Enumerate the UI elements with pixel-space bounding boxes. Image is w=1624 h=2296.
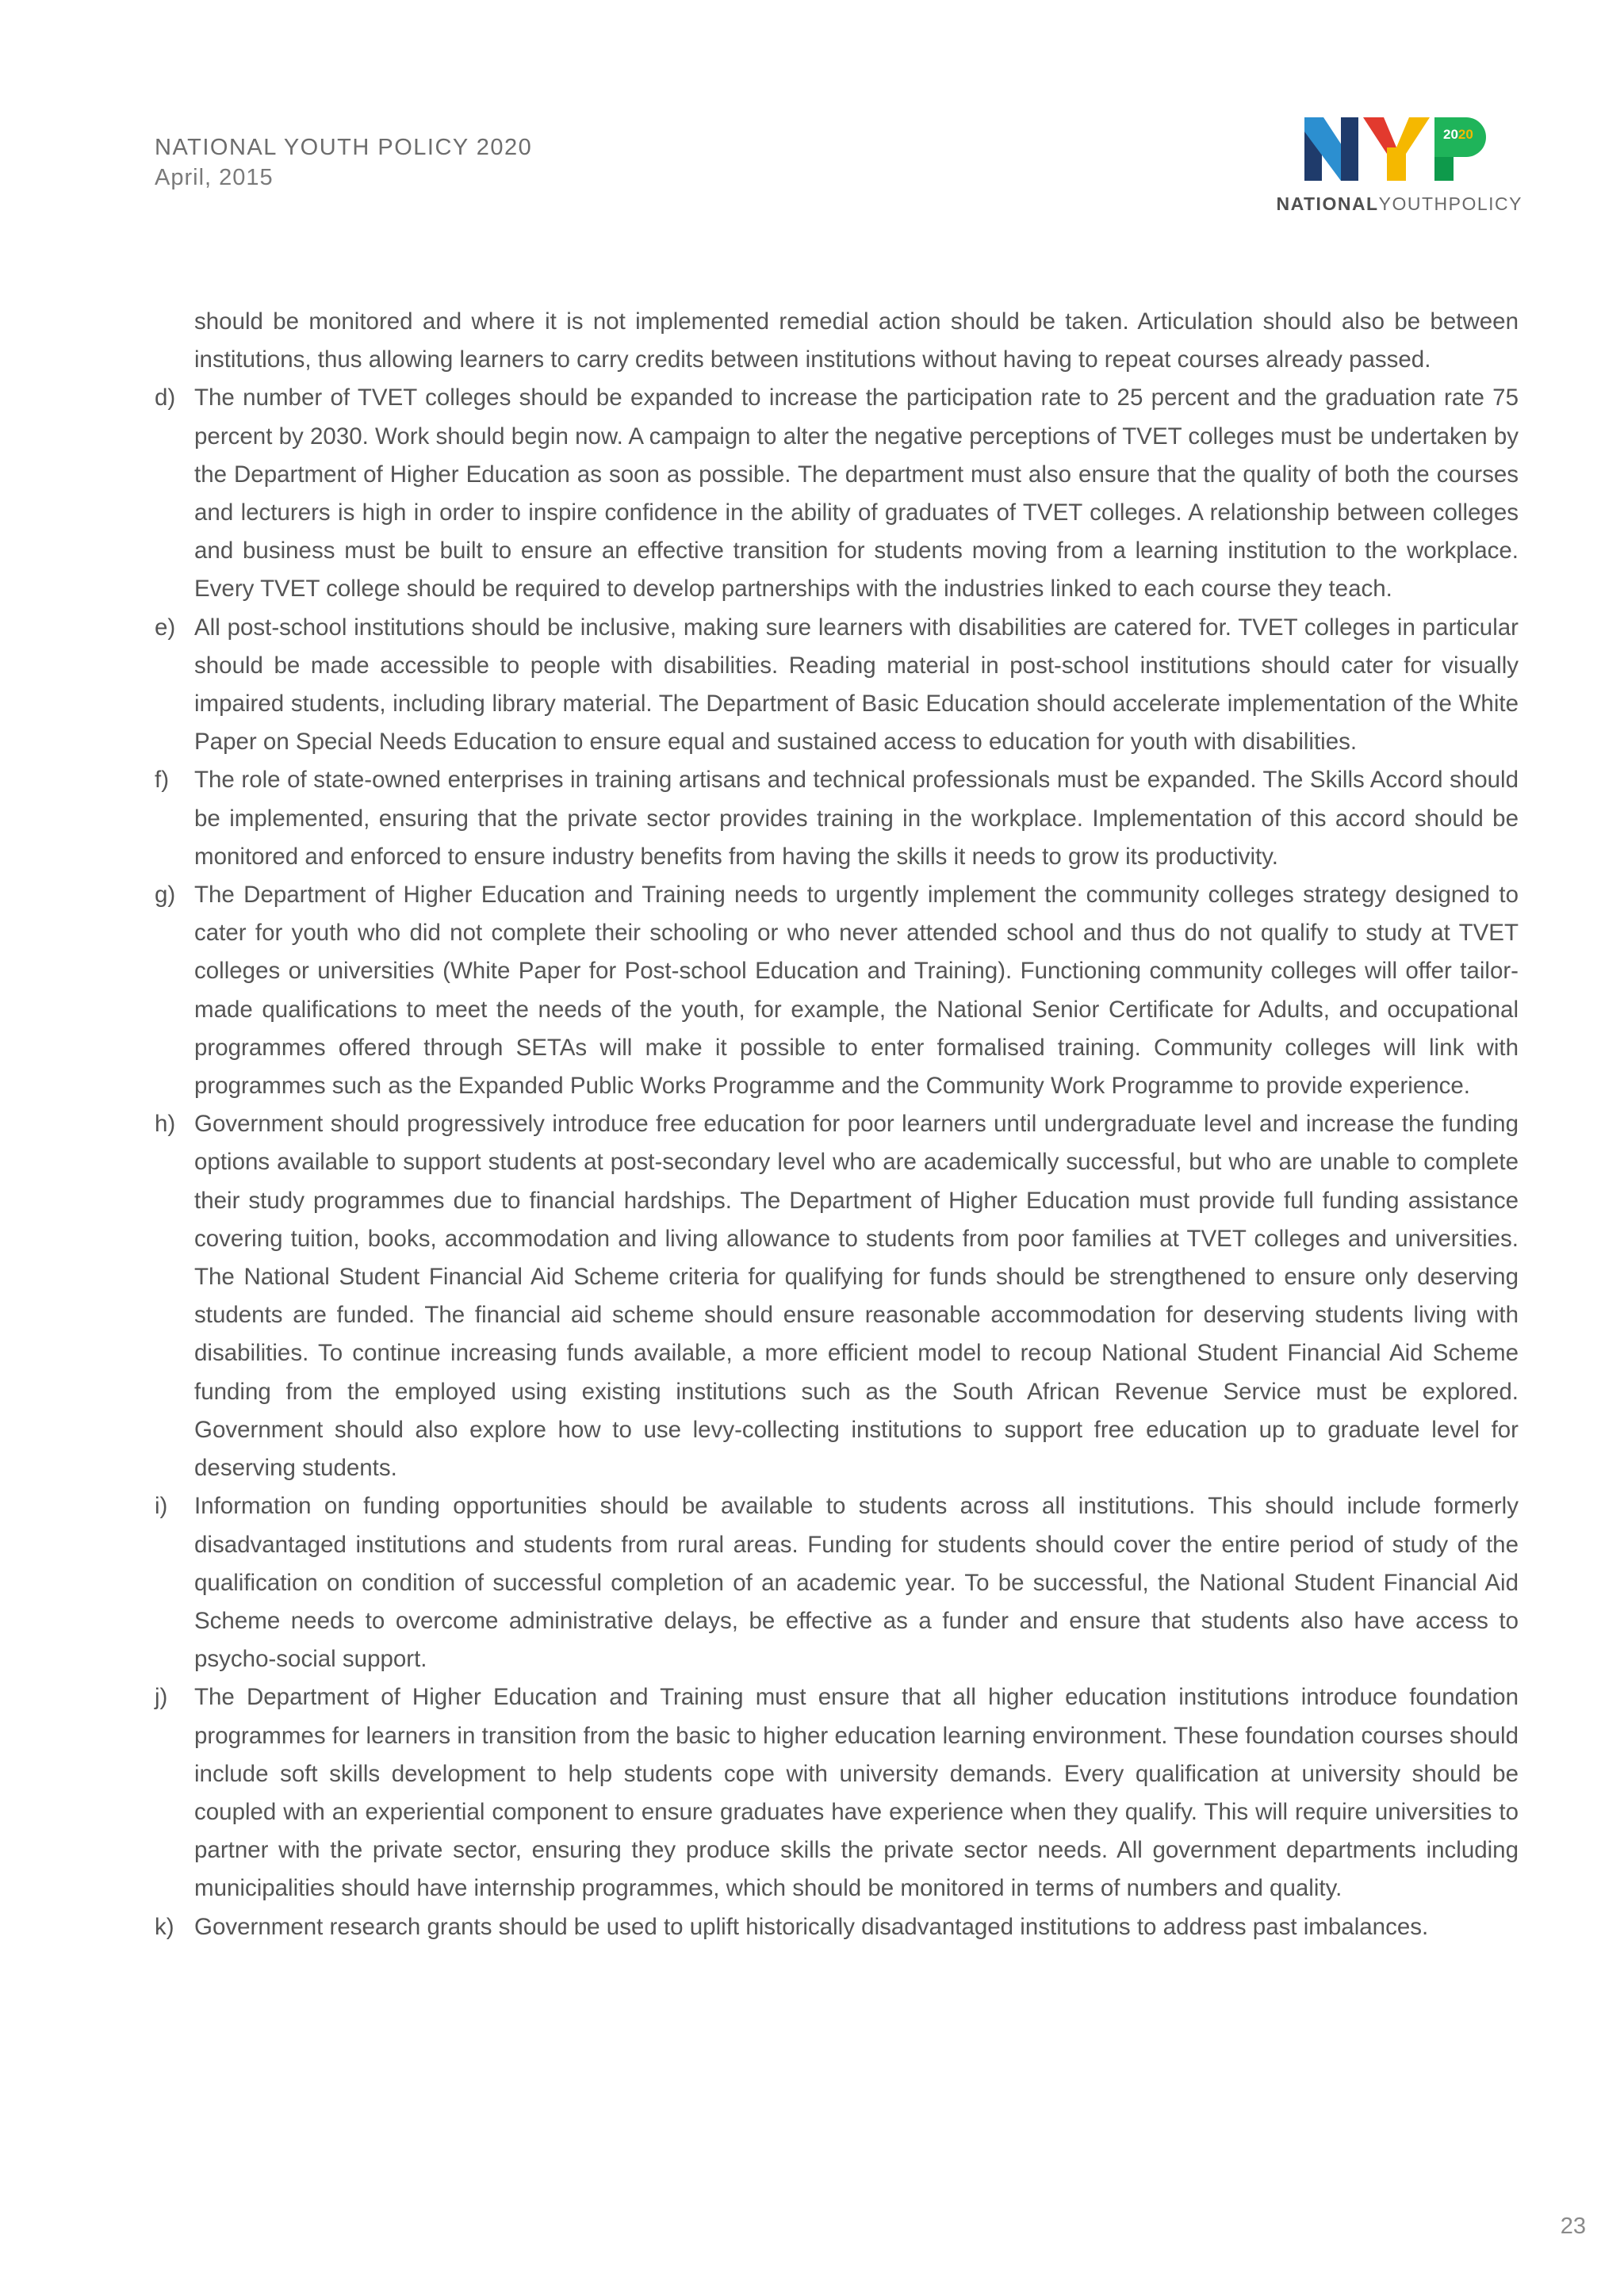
list-item: [155, 761, 1519, 876]
list-item: [155, 876, 1519, 1105]
list-item-label: i): [155, 1493, 168, 1520]
list-item-label: j): [155, 1684, 168, 1711]
list-item: [155, 303, 1519, 379]
logo-y-stem: [1387, 147, 1406, 181]
list-item: [155, 1105, 1519, 1487]
logo-caption-national: NATIONAL: [1276, 193, 1379, 214]
logo-letter-n: [1304, 117, 1358, 181]
logo-caption: [1269, 193, 1522, 215]
list-item-text: All post-school institutions should be inclusive, making sure learners with disabilities are catered for. TVET colleges in particular should be made accessible to people with disabilities. Reading material in post-school institutions should cater for visually impaired students, including library material. The Department of Basic Education should accelerate implementation of the White Paper on Special Needs Education to ensure equal and sustained access to education for youth with disabilities.: [194, 614, 1519, 756]
list-item: [155, 1908, 1519, 1946]
list-item-text: The role of state-owned enterprises in training artisans and technical professionals must be expanded. The Skills Accord should be implemented, ensuring that the private sector provides training in the workplace. Implementation of this accord should be monitored and enforced to ensure industry benefits from having the skills it needs to grow its productivity.: [194, 767, 1519, 870]
logo-year-part1: 20: [1443, 127, 1458, 142]
logo-n-right-bar: [1341, 117, 1358, 181]
list-item: [155, 609, 1519, 762]
document-date: April, 2015: [155, 165, 274, 190]
list-item-text: Information on funding opportunities should be available to students across all institutions. This should include formerly disadvantaged institutions and students from rural areas. Funding for students should cover the entire period of study of the qualification on condition of successful completion of an academic year. To be successful, the National Student Financial Aid Scheme needs to overcome administrative delays, be effective as a funder and ensure that students also have access to psycho-social support.: [194, 1493, 1519, 1673]
list-item: [155, 379, 1519, 608]
list-item-text: Government research grants should be used to uplift historically disadvantaged institutions to address past imbalances.: [194, 1913, 1429, 1940]
document-title: NATIONAL YOUTH POLICY 2020: [155, 135, 533, 160]
list-item-text: The Department of Higher Education and Training must ensure that all higher education institutions introduce foundation programmes for learners in transition from the basic to higher education learning environment. These foundation courses should include soft skills development to help students cope with university demands. Every qualification at university should be coupled with an experiential component to ensure graduates have experience when they qualify. This will require universities to partner with the private sector, ensuring they produce skills the private sector needs. All government departments including municipalities should have internship programmes, which should be monitored in terms of numbers and quality.: [194, 1684, 1519, 1902]
list-item: [155, 1487, 1519, 1678]
list-item-label: f): [155, 767, 170, 794]
logo-caption-policy: POLICY: [1448, 193, 1522, 214]
body-text: [155, 303, 1519, 1946]
nyp-logo: [1304, 113, 1488, 184]
logo-year-label: [1443, 127, 1473, 143]
list-item: [155, 1678, 1519, 1908]
list-item-label: g): [155, 882, 176, 909]
list-item-label: h): [155, 1111, 176, 1138]
list-item-label: d): [155, 385, 176, 411]
list-item-label: e): [155, 614, 176, 641]
list-item-label: k): [155, 1913, 174, 1940]
logo-caption-youth: YOUTH: [1378, 193, 1449, 214]
list-item-text: The number of TVET colleges should be expanded to increase the participation rate to 25 percent and the graduation rate 75 percent by 2030. Work should begin now. A campaign to alter the negative perceptions of TVET colleges must be undertaken by the Department of Higher Education as soon as possible. The department must also ensure that the quality of both the courses and lecturers is high in order to inspire confidence in the ability of graduates of TVET colleges. A relationship between colleges and business must be built to ensure an effective transition for students moving from a learning institution to the workplace. Every TVET college should be required to develop partnerships with the industries linked to each course they teach.: [194, 385, 1519, 603]
list-item-text: should be monitored and where it is not implemented remedial action should be taken. Articulation should also be between institutions, thus allowing learners to carry credits between institutions without having to repeat courses already passed.: [194, 308, 1519, 373]
logo-year-part2: 20: [1457, 127, 1473, 142]
list-item-text: The Department of Higher Education and Training needs to urgently implement the community colleges strategy designed to cater for youth who did not complete their schooling or who never attended school and thus do not qualify to study at TVET colleges or universities (White Paper for Post-school Education and Training). Functioning community colleges will offer tailor-made qualifications to meet the needs of the youth, for example, the National Senior Certificate for Adults, and occupational programmes offered through SETAs will make it possible to enter formalised training. Community colleges will link with programmes such as the Expanded Public Works Programme and the Community Work Programme to provide experience.: [194, 882, 1519, 1100]
list-item-text: Government should progressively introduce free education for poor learners until undergraduate level and increase the funding options available to support students at post-secondary level who are academically successful, but who are unable to complete their study programmes due to financial hardships. The Department of Higher Education must provide full funding assistance covering tuition, books, accommodation and living allowance to students from poor families at TVET colleges and universities. The National Student Financial Aid Scheme criteria for qualifying for funds should be strengthened to ensure only deserving students are funded. The financial aid scheme should ensure reasonable accommodation for deserving students living with disabilities. To continue increasing funds available, a more efficient model to recoup National Student Financial Aid Scheme funding from the employed using existing institutions such as the South African Revenue Service must be explored. Government should also explore how to use levy-collecting institutions to support free education up to graduate level for deserving students.: [194, 1111, 1519, 1482]
logo-letter-y: [1363, 117, 1430, 181]
page-number: 23: [1560, 2214, 1586, 2239]
